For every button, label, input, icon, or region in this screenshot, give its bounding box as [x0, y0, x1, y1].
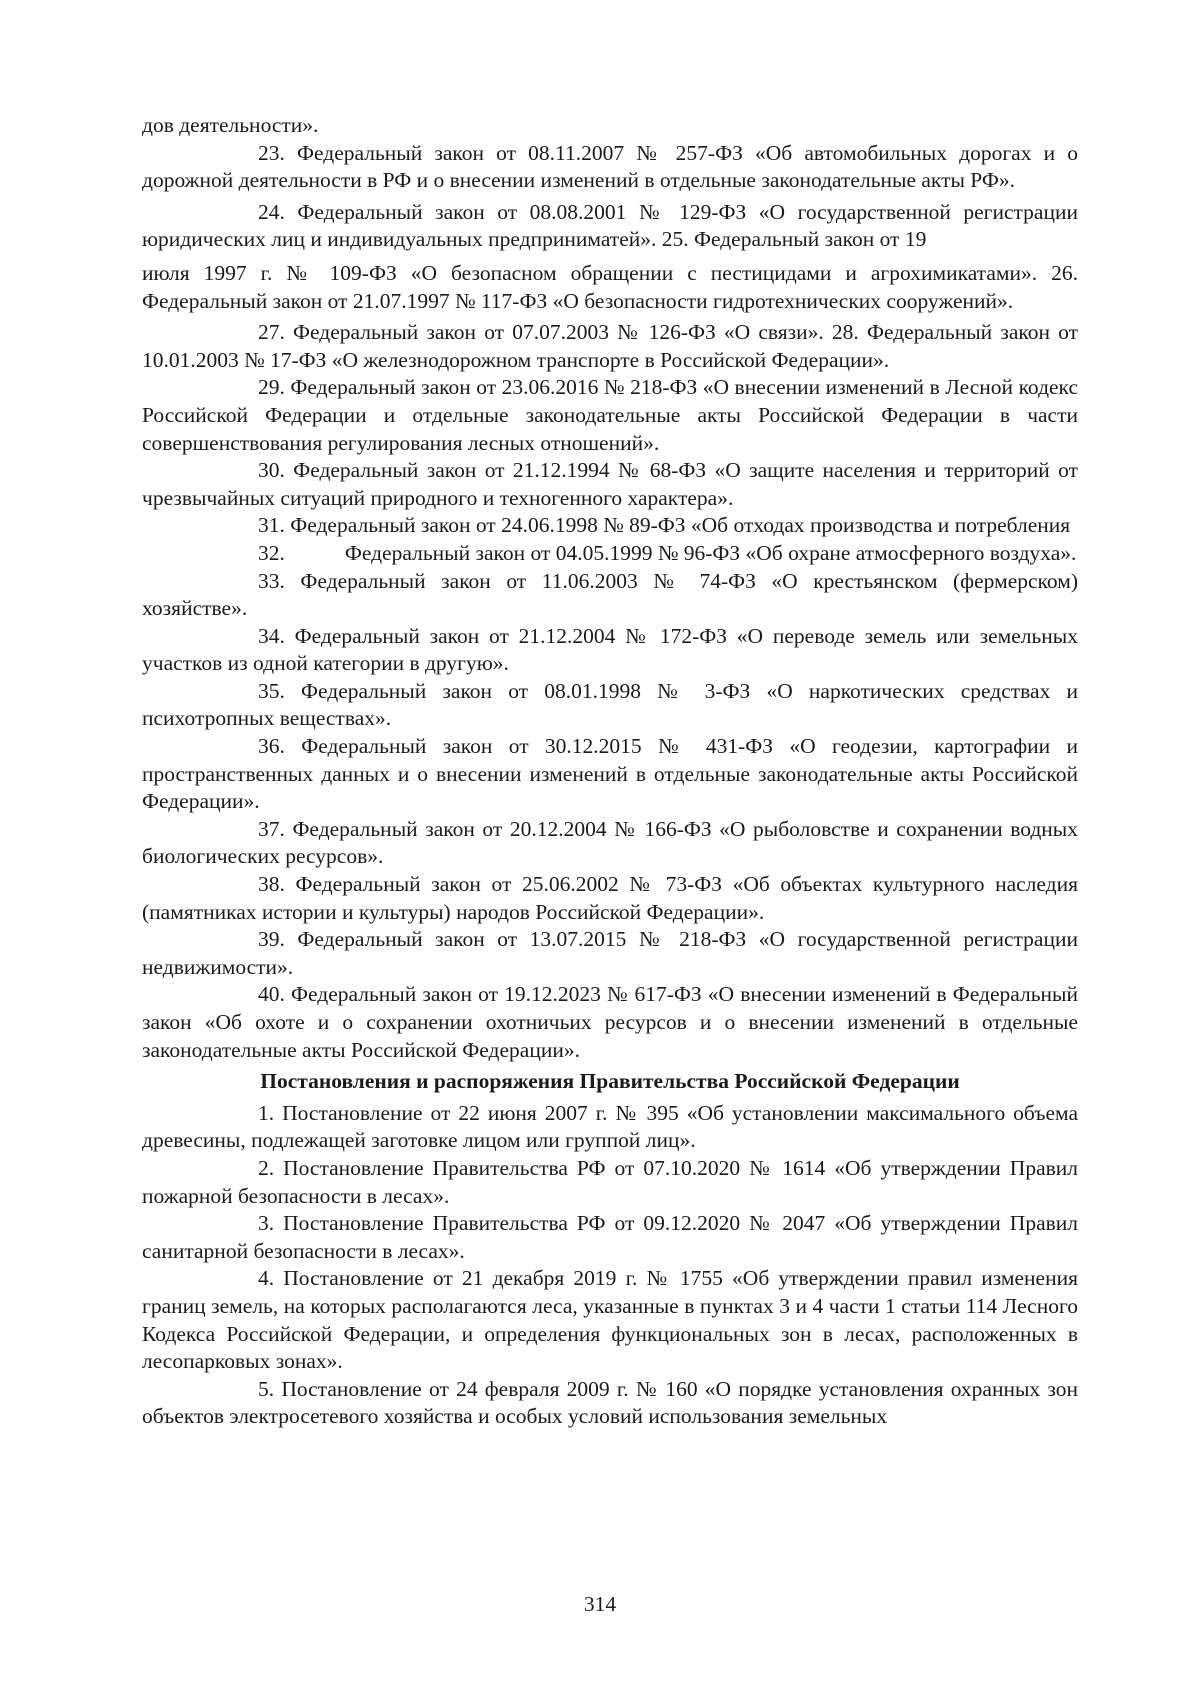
list-item-law-33: 33. Федеральный закон от 11.06.2003 № 74-ФЗ «О крестьянском (фермерском) хозяйстве».	[142, 568, 1078, 621]
list-item-law-24: 24. Федеральный закон от 08.08.2001 № 129-ФЗ «О государственной регистрации юридических лиц и индивидуальных предприниматей». 25. Федеральный закон от 19	[142, 199, 1078, 252]
paragraph-continuation: дов деятельности».	[142, 113, 319, 137]
list-item-decree-1: 1. Постановление от 22 июня 2007 г. № 395 «Об установлении максимального объема древесины, подлежащей заготовке лицом или группой лиц».	[142, 1100, 1078, 1153]
list-item-law-32	[142, 540, 1078, 568]
list-item-law-39: 39. Федеральный закон от 13.07.2015 № 218-ФЗ «О государственной регистрации недвижимости».	[142, 927, 1078, 979]
list-item-law-30: 30. Федеральный закон от 21.12.1994 № 68-ФЗ «О защите населения и территорий от чрезвычайных ситуаций природного и техногенного характера».	[142, 458, 1078, 510]
list-item-law-29: 29. Федеральный закон от 23.06.2016 № 218-ФЗ «О внесении изменений в Лесной кодекс Российской Федерации и отдельные законодательные акты Российской Федерации в части совершенствования регулирования лесных отношений».	[142, 375, 1078, 455]
list-item-number: 32.	[258, 540, 285, 565]
list-item-law-37: 37. Федеральный закон от 20.12.2004 № 166-ФЗ «О рыболовстве и сохранении водных биологических ресурсов».	[142, 816, 1078, 869]
list-item-law-38: 38. Федеральный закон от 25.06.2002 № 73-ФЗ «Об объектах культурного наследия (памятниках истории и культуры) народов Российской Федерации».	[142, 872, 1078, 924]
list-item-law-35: 35. Федеральный закон от 08.01.1998 № 3-ФЗ «О наркотических средствах и психотропных веществах».	[142, 678, 1078, 731]
list-item-law-40: 40. Федеральный закон от 19.12.2023 № 617-ФЗ «О внесении изменений в Федеральный закон «Об охоте и о сохранении охотничьих ресурсов и о внесении изменений в отдельные законодательные акты Российской Федерации».	[142, 982, 1078, 1062]
list-item-decree-5: 5. Постановление от 24 февраля 2009 г. № 160 «О порядке установления охранных зон объектов электросетевого хозяйства и особых условий использования земельных	[142, 1376, 1078, 1429]
list-item-decree-3: 3. Постановление Правительства РФ от 09.12.2020 № 2047 «Об утверждении Правил санитарной безопасности в лесах».	[142, 1211, 1078, 1263]
list-item-law-23: 23. Федеральный закон от 08.11.2007 № 257-ФЗ «Об автомобильных дорогах и о дорожной деятельности в РФ и о внесении изменений в отдельные законодательные акты РФ».	[142, 140, 1078, 193]
list-item-law-36: 36. Федеральный закон от 30.12.2015 № 431-ФЗ «О геодезии, картографии и пространственных данных и о внесении изменений в отдельные законодательные акты Российской Федерации».	[142, 734, 1078, 814]
section-heading: Постановления и распоряжения Правительства Российской Федерации	[260, 1069, 960, 1094]
document-body	[142, 112, 1078, 1431]
list-item-law-27-28: 27. Федеральный закон от 07.07.2003 № 126-ФЗ «О связи». 28. Федеральный закон от 10.01.2003 № 17-ФЗ «О железнодорожном транспорте в Российской Федерации».	[142, 320, 1078, 372]
list-item-text: Федеральный закон от 04.05.1999 № 96-ФЗ «Об охране атмосферного воздуха».	[344, 540, 1077, 565]
list-item-law-25-26: июля 1997 г. № 109-ФЗ «О безопасном обращении с пестицидами и агрохимикатами». 26. Федеральный закон от 21.07.1997 № 117-ФЗ «О безопасности гидротехнических сооружений».	[142, 260, 1078, 313]
list-item-law-34: 34. Федеральный закон от 21.12.2004 № 172-ФЗ «О переводе земель или земельных участков из одной категории в другую».	[142, 623, 1078, 676]
page-number: 314	[583, 1592, 617, 1616]
list-item-decree-2: 2. Постановление Правительства РФ от 07.10.2020 № 1614 «Об утверждении Правил пожарной безопасности в лесах».	[142, 1155, 1078, 1208]
list-item-law-31: 31. Федеральный закон от 24.06.1998 № 89-ФЗ «Об отходах производства и потребления	[258, 513, 1071, 538]
list-item-decree-4: 4. Постановление от 21 декабря 2019 г. № 1755 «Об утверждении правил изменения границ земель, на которых располагаются леса, указанные в пунктах 3 и 4 части 1 статьи 114 Лесного Кодекса Российской Федерации, и определения функциональных зон в лесах, расположенных в лесопарковых зонах».	[142, 1266, 1078, 1374]
